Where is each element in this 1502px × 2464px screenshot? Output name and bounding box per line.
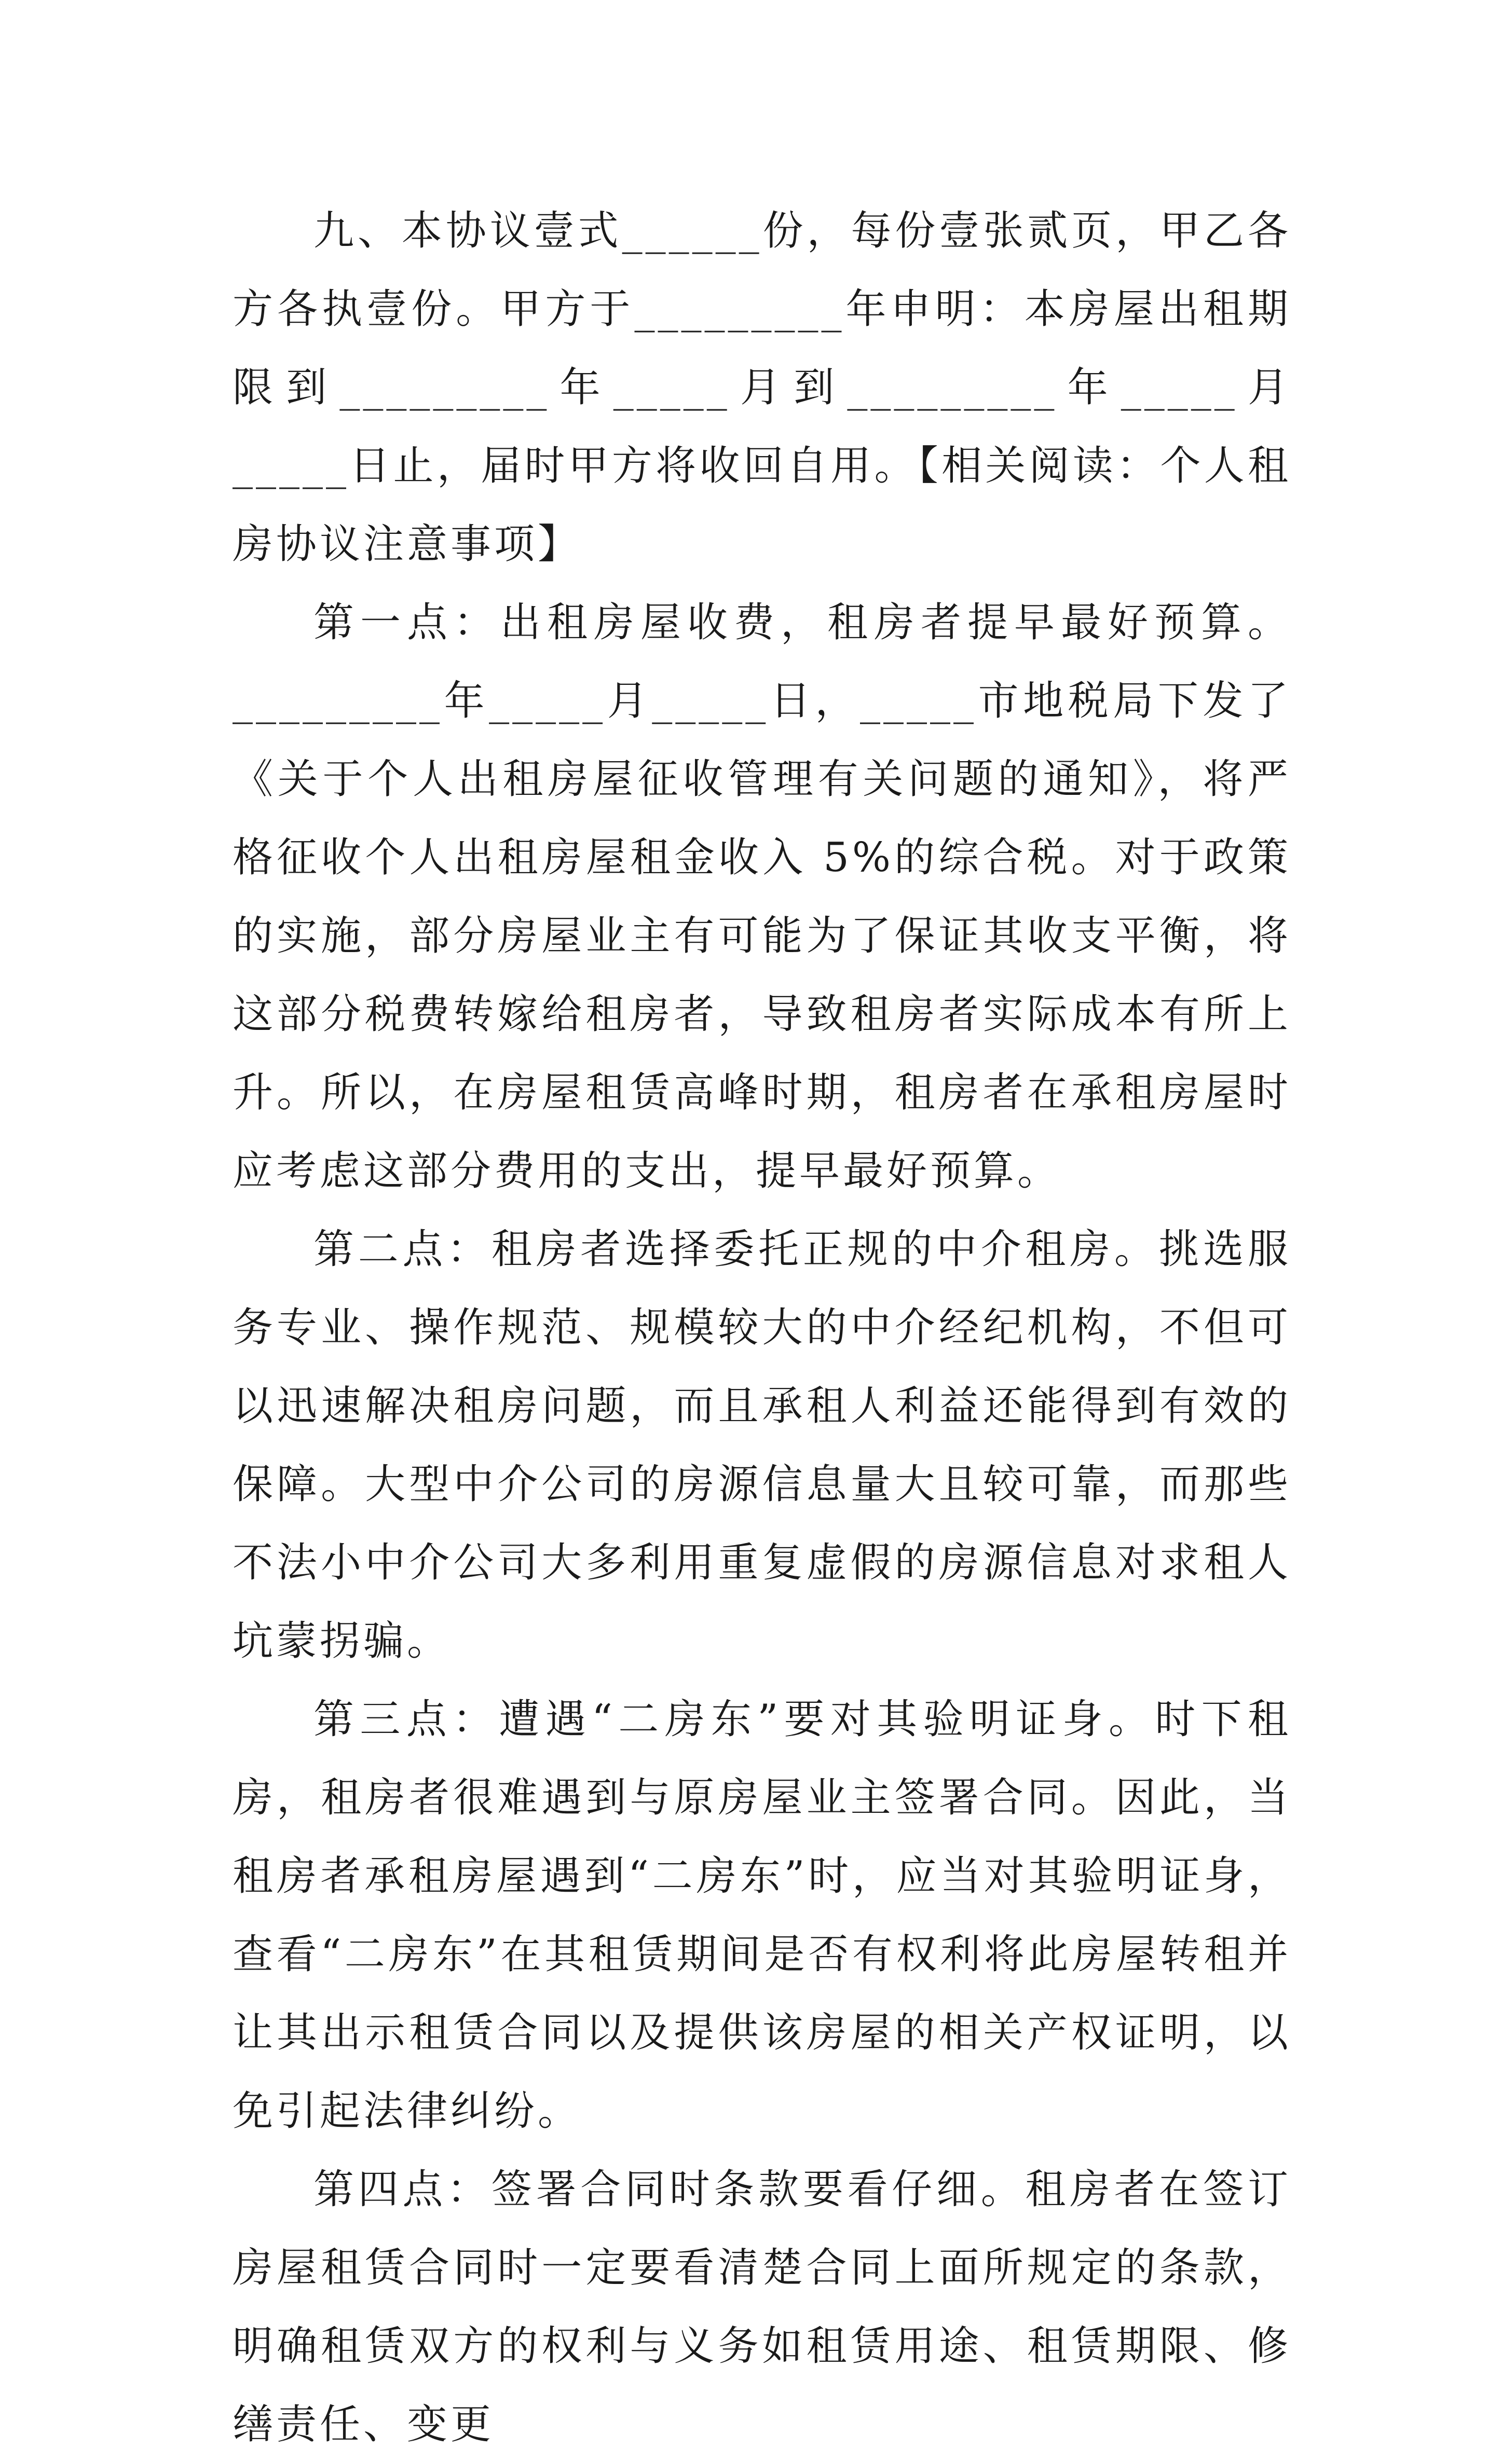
paragraph-point-three: 第三点：遭遇“二房东”要对其验明证身。时下租房，租房者很难遇到与原房屋业主签署合同。因此，当租房者承租房屋遇到“二房东”时，应当对其验明证身，查看“二房东”在其租赁期间是否有权利将此房屋转租并让其出示租赁合同以及提供该房屋的相关产权证明，以免引起法律纠纷。 [233, 1696, 1291, 2135]
document-body [233, 192, 1291, 2464]
paragraph-agreement-copies: 九、本协议壹式______份，每份壹张贰页，甲乙各方各执壹份。甲方于_________年申明：本房屋出租期限到_________年_____月到_________年_____月_____日止，届时甲方将收回自用。【相关阅读：个人租房协议注意事项】 [233, 208, 1291, 568]
paragraph-point-four: 第四点：签署合同时条款要看仔细。租房者在签订房屋租赁合同时一定要看清楚合同上面所规定的条款，明确租赁双方的权利与义务如租赁用途、租赁期限、修缮责任、变更 [233, 2166, 1291, 2448]
paragraph-point-one: 第一点：出租房屋收费，租房者提早最好预算。_________年_____月_____日，_____市地税局下发了《关于个人出租房屋征收管理有关问题的通知》，将严格征收个人出租房屋租金收入 5%的综合税。对于政策的实施，部分房屋业主有可能为了保证其收支平衡，将这部分税费转嫁给租房者，导致租房者实际成本有所上升。所以，在房屋租赁高峰时期，租房者在承租房屋时应考虑这部分费用的支出，提早最好预算。 [233, 599, 1291, 1194]
paragraph-point-two: 第二点：租房者选择委托正规的中介租房。挑选服务专业、操作规范、规模较大的中介经纪机构，不但可以迅速解决租房问题，而且承租人利益还能得到有效的保障。大型中介公司的房源信息量大且较可靠，而那些不法小中介公司大多利用重复虚假的房源信息对求租人坑蒙拐骗。 [233, 1226, 1291, 1664]
